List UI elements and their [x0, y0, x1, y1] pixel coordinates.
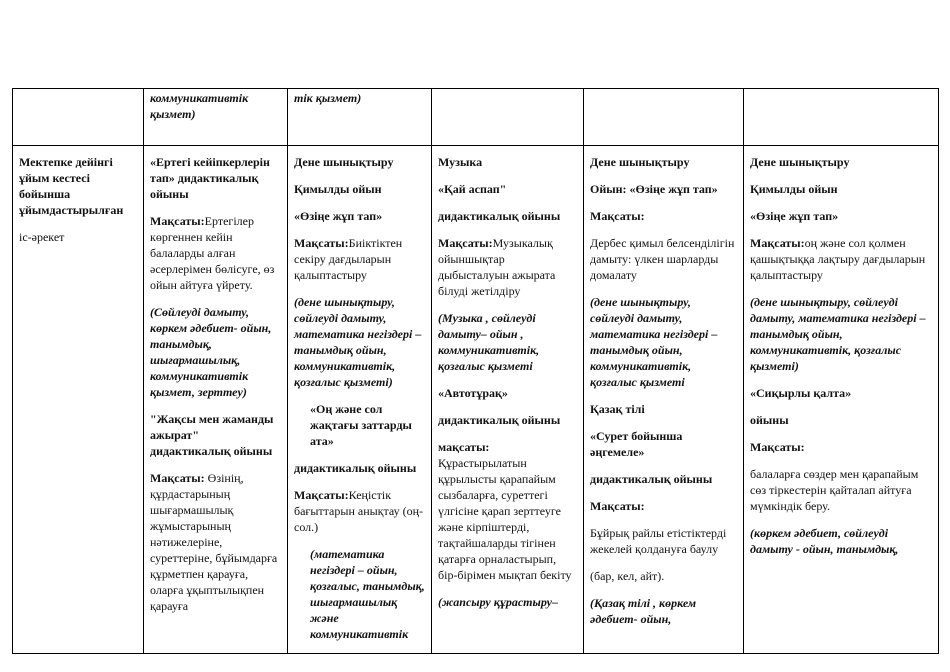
goal-paragraph: Мақсаты: Өзінің, құрдастарының шығармашылық жұмыстарының нәтижелеріне, суреттеріне, бұйымдарға құрметпен қарауға, оларға ұқыптылықпен қарауға — [150, 471, 278, 613]
areas-text: (жапсыру құрастыру– — [438, 595, 558, 609]
game-title: «Ертегі кейіпкерлерін тап» дидактикалық ойыны — [150, 155, 270, 201]
table-cell — [144, 89, 288, 146]
areas-text: (математика негіздері – ойын, қозғалыс, танымдық, шығармашылық және коммуникативтік — [310, 547, 425, 641]
game-subtitle: дидактикалық ойыны — [294, 461, 417, 475]
goal-label: Мақсаты: — [590, 209, 645, 223]
activity-title: Қазақ тілі — [590, 402, 645, 416]
table-cell — [744, 89, 939, 146]
row-label-title: Мектепке дейінгі ұйым кестесі бойынша ұйымдастырылған — [19, 155, 124, 217]
activity-title: Дене шынықтыру — [294, 155, 394, 169]
areas-text: (Сөйлеуді дамыту, көркем әдебиет- ойын, танымдық, шығармашылық, коммуникативтік қызмет, зерттеу) — [150, 305, 272, 399]
goal-example: (бар, кел, айт). — [590, 569, 665, 583]
day-cell — [288, 146, 432, 654]
day-cell — [144, 146, 288, 654]
areas-text: (көркем әдебиет, сөйлеуді дамыту - ойын, танымдық, — [750, 526, 899, 556]
table-cell — [13, 89, 144, 146]
goal-paragraph: Мақсаты:Ертегілер көргеннен кейін балаларды алған әсерлерімен бөлісуге, өз ойын айтуға үйрету. — [150, 214, 275, 292]
day-cell — [432, 146, 584, 654]
cell-text: коммуникативтік қызмет) — [150, 91, 249, 121]
areas-text: (дене шынықтыру, сөйлеуді дамыту, математика негіздері – танымдық ойын, коммуникативтік, қозғалыс қызметі) — [294, 295, 422, 389]
table-cell — [288, 89, 432, 146]
cell-text: тік қызмет) — [294, 91, 362, 105]
goal-paragraph: мақсаты: Құрастырылатын құрылысты қарапайым сызбаларға, суреттегі үлгісіне қарап зерттеуге және кірпіштерді, тақтайшаларды тігінен қатарға орналастырып, бір-бірімен мықтап бекіту — [438, 440, 572, 582]
game-title: «Автотұрақ» — [438, 386, 508, 400]
game-type: Қимылды ойын — [294, 182, 382, 196]
table-row — [13, 89, 939, 146]
table-row — [13, 146, 939, 654]
schedule-table — [12, 88, 939, 654]
game-title: «Оң және сол жақтағы заттарды ата» — [310, 402, 412, 448]
goal-paragraph: Мақсаты:Биіктіктен секіру дағдыларын қалыптастыру — [294, 236, 403, 282]
table-cell — [584, 89, 744, 146]
row-label-cell — [13, 146, 144, 654]
game-title: «Өзіңе жұп тап» — [294, 209, 383, 223]
game-title: «Өзіңе жұп тап» — [750, 209, 839, 223]
areas-text: (Қазақ тілі , көркем әдебиет- ойын, — [590, 596, 697, 626]
goal-label: Мақсаты: — [750, 440, 805, 454]
day-cell — [744, 146, 939, 654]
goal-text: Бұйрық райлы етістіктерді жекелей қолдануға баулу — [590, 526, 727, 556]
areas-text: (Музыка , сөйлеуді дамыту– ойын , коммуникативтік, қозғалыс қызметі — [438, 311, 540, 373]
row-label-sub: іс-әрекет — [19, 230, 65, 244]
activity-title: Дене шынықтыру — [590, 155, 690, 169]
table-cell — [432, 89, 584, 146]
activity-title: Дене шынықтыру — [750, 155, 850, 169]
areas-text: (дене шынықтыру, сөйлеуді дамыту, математика негіздері – танымдық ойын, коммуникативтік, қозғалыс қызметі — [590, 295, 718, 389]
game-title: Ойын: «Өзіңе жұп тап» — [590, 182, 718, 196]
goal-label: Мақсаты: — [590, 499, 645, 513]
game-subtitle: дидактикалық ойыны — [438, 209, 561, 223]
game-subtitle: дидактикалық ойыны — [590, 472, 713, 486]
goal-paragraph: Мақсаты:Музыкалық ойыншықтар дыбысталуын ажырата білуді жетілдіру — [438, 236, 556, 298]
game-title: «Сиқырлы қалта» — [750, 386, 852, 400]
day-cell — [584, 146, 744, 654]
game-title: "Жақсы мен жаманды ажырат" — [150, 412, 274, 442]
game-subtitle: дидактикалық ойыны — [438, 413, 561, 427]
goal-paragraph: Мақсаты:Кеңістік бағыттарын анықтау (оң-сол.) — [294, 488, 424, 534]
activity-title: Музыка — [438, 155, 483, 169]
goal-text: Дербес қимыл белсенділігін дамыту: үлкен шарларды домалату — [590, 236, 735, 282]
game-title: «Қай аспап" — [438, 182, 507, 196]
game-subtitle: дидактикалық ойыны — [150, 444, 273, 458]
game-type: Қимылды ойын — [750, 182, 838, 196]
game-title: «Сурет бойынша әңгемеле» — [590, 429, 683, 459]
areas-text: (дене шынықтыру, сөйлеуді дамыту, математика негіздері – танымдық ойын, коммуникативтік, қозғалыс қызметі) — [750, 295, 926, 373]
goal-paragraph: Мақсаты:оң және сол қолмен қашықтыққа лақтыру дағдыларын қалыптастыру — [750, 236, 926, 282]
game-subtitle: ойыны — [750, 413, 789, 427]
goal-text: балаларға сөздер мен қарапайым сөз тіркестерін қайталап айтуға мүмкіндік беру. — [750, 467, 919, 513]
